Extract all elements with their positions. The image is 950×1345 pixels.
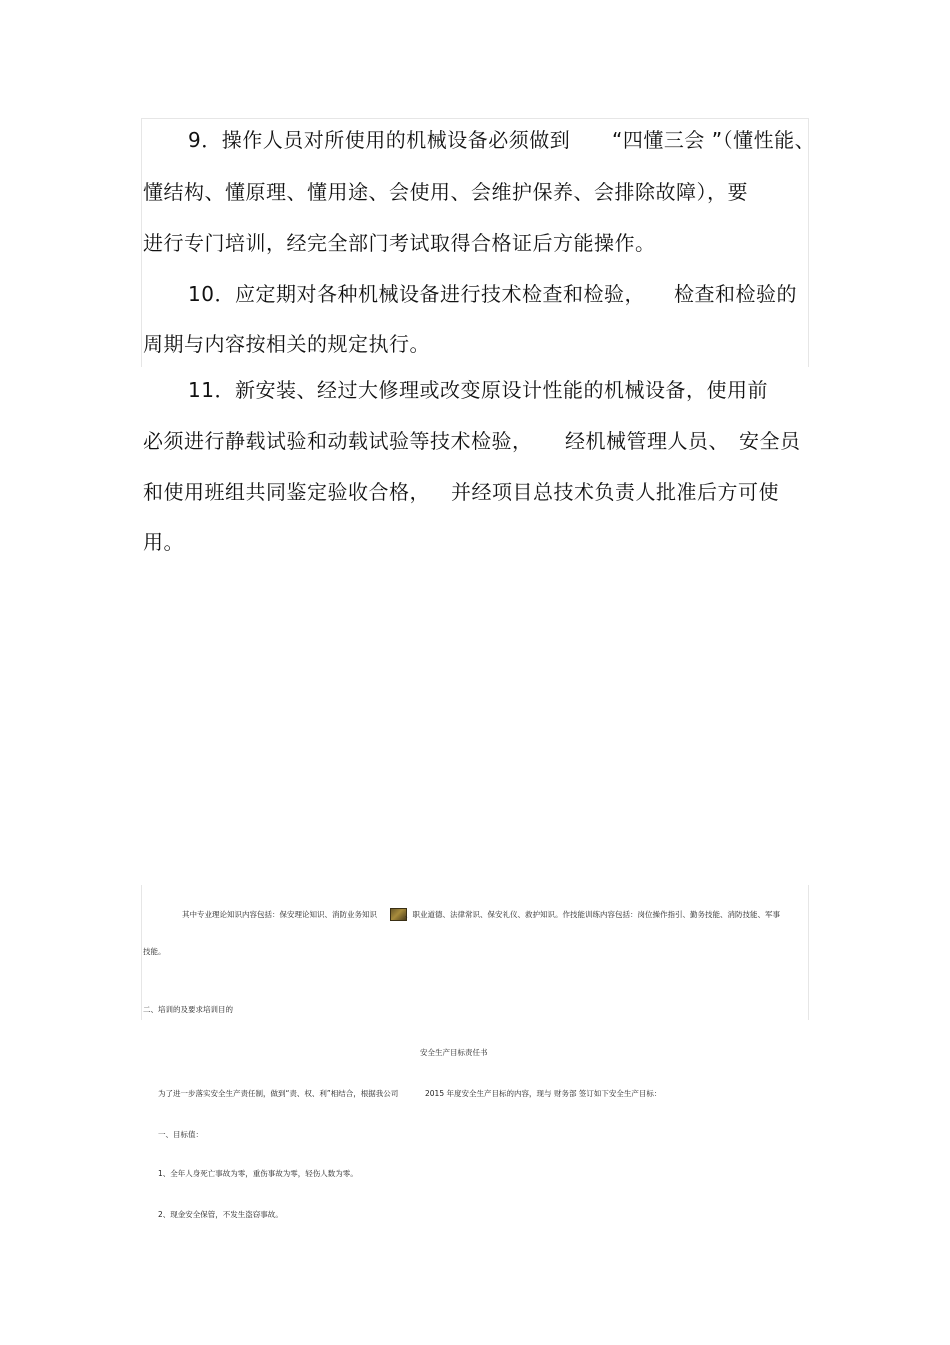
responsibility-title: 安全生产目标责任书 xyxy=(420,1048,488,1057)
responsibility-item2: 2、现金安全保管，不发生盗窃事故。 xyxy=(158,1210,283,1219)
item10-line2: 周期与内容按相关的规定执行。 xyxy=(143,332,430,356)
item11-line2-c: 安全员 xyxy=(739,429,801,453)
item11-line3-b: 并经项目总技术负责人批准后方可使 xyxy=(451,480,779,504)
item11-line2-a: 必须进行静载试验和动载试验等技术检验， xyxy=(143,429,533,453)
item11-line1: 11．新安装、经过大修理或改变原设计性能的机械设备，使用前 xyxy=(188,378,768,402)
responsibility-intro-a: 为了进一步落实安全生产责任制，做到“责、权、利”相结合，根据我公司 xyxy=(158,1089,399,1098)
training-line2: 技能。 xyxy=(143,947,166,956)
item11-line4: 用。 xyxy=(143,530,184,554)
training-line1-a: 其中专业理论知识内容包括：保安理论知识、消防业务知识 xyxy=(182,910,377,919)
item10-line1-b: 检查和检验的 xyxy=(674,282,797,306)
item11-line2-b: 经机械管理人员、 xyxy=(565,429,729,453)
item9-line3: 进行专门培训，经完全部门考试取得合格证后方能操作。 xyxy=(143,231,656,255)
item9-line2: 懂结构、懂原理、懂用途、会使用、会维护保养、会排除故障），要 xyxy=(143,180,748,204)
item9-line1-a: 9．操作人员对所使用的机械设备必须做到 xyxy=(188,128,571,152)
responsibility-intro-c: 财务部 签订如下安全生产目标： xyxy=(554,1089,662,1098)
item9-line1-b: “四懂三会 ”（懂性能、 xyxy=(612,128,816,152)
responsibility-section1: 一、目标值： xyxy=(158,1130,203,1139)
item11-line3-a: 和使用班组共同鉴定验收合格， xyxy=(143,480,430,504)
responsibility-item1: 1、全年人身死亡事故为零，重伤事故为零，轻伤人数为零。 xyxy=(158,1169,358,1178)
page-frame-bottom xyxy=(141,885,809,1020)
training-line1-b: 、职业道德、法律常识、保安礼仪、救护知识。作技能训练内容包括：岗位操作指引、勤务技能、消防技能、军事 xyxy=(405,910,780,919)
responsibility-intro-b: 2015 年度安全生产目标的内容，现与 xyxy=(425,1089,552,1098)
item10-line1-a: 10．应定期对各种机械设备进行技术检查和检验， xyxy=(188,282,645,306)
training-heading: 二、培训的及要求培训目的 xyxy=(143,1005,233,1014)
